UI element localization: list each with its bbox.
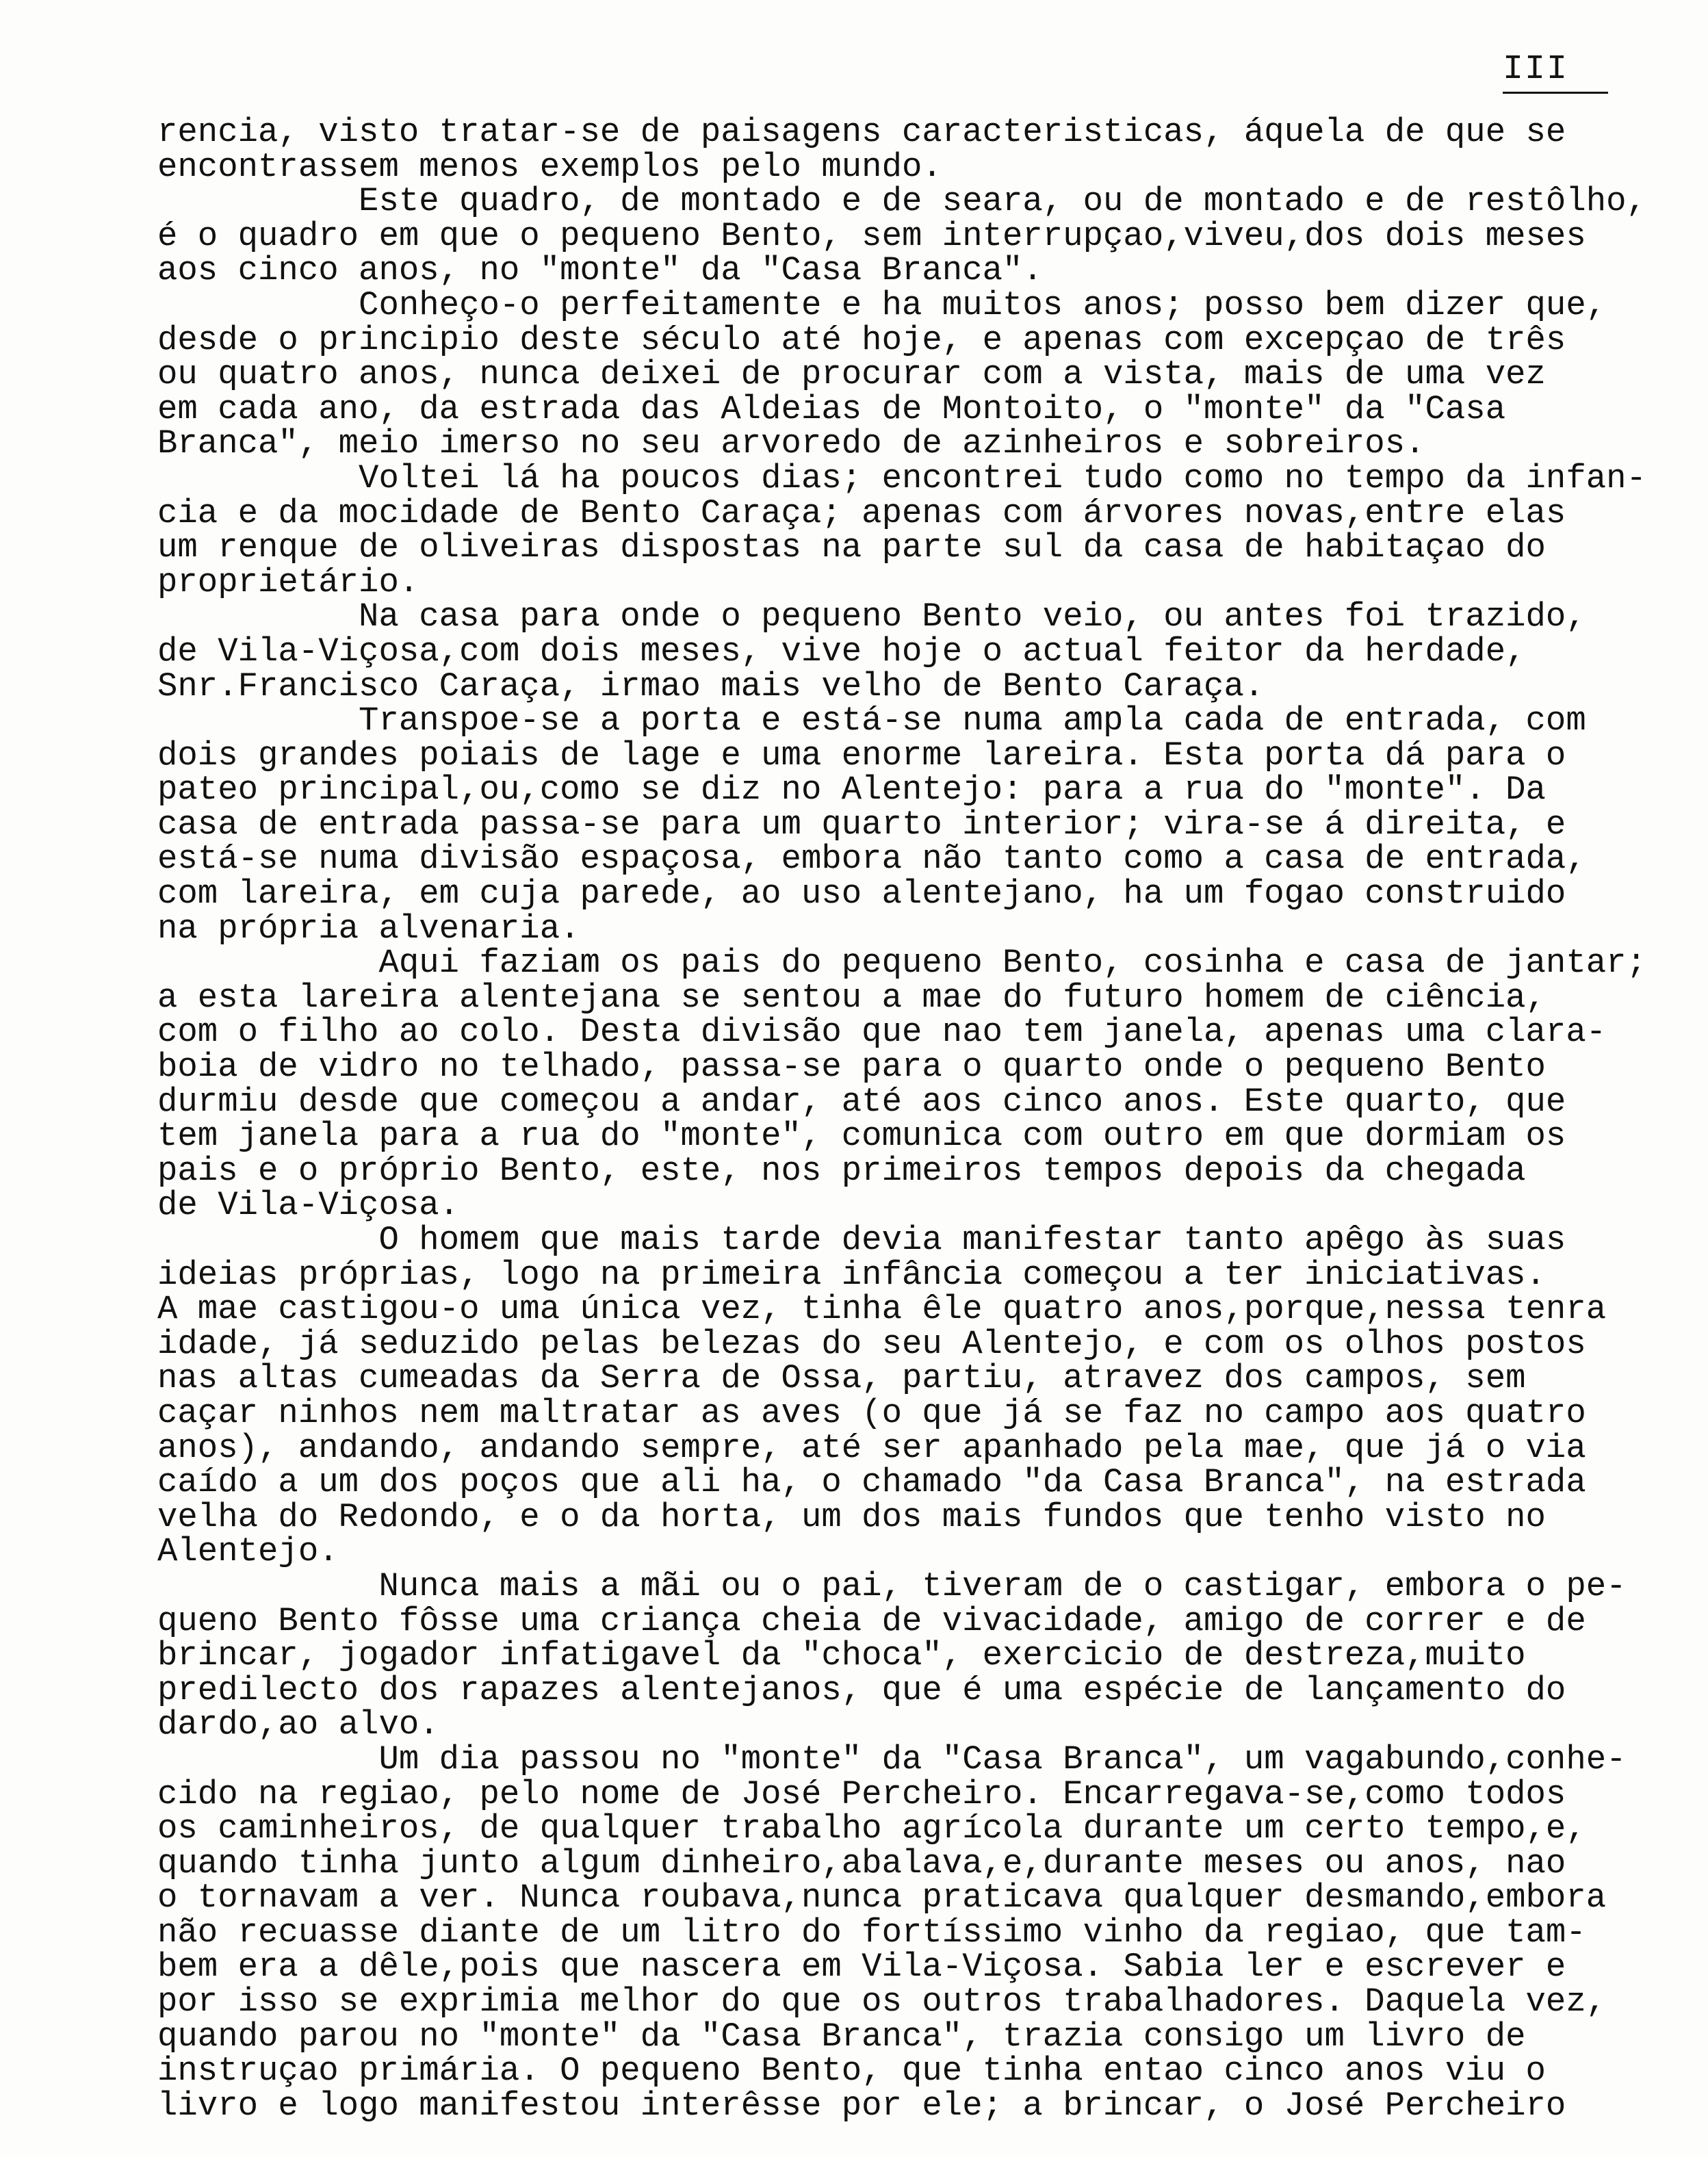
text-line: na própria alvenaria. — [157, 909, 580, 948]
text-line: por isso se exprimia melhor do que os outros trabalhadores. Daquela vez, — [157, 1982, 1607, 2022]
text-line: Este quadro, de montado e de seara, ou de montado e de restôlho, — [157, 182, 1646, 221]
text-line: velha do Redondo, e o da horta, um dos mais fundos que tenho visto no — [157, 1497, 1546, 1536]
text-line: nas altas cumeadas da Serra de Ossa, partiu, atravez dos campos, sem — [157, 1359, 1526, 1398]
text-line: Branca", meio imerso no seu arvoredo de azinheiros e sobreiros. — [157, 424, 1425, 463]
text-line: Na casa para onde o pequeno Bento veio, ou antes foi trazido, — [157, 597, 1586, 636]
text-line: é o quadro em que o pequeno Bento, sem interrupçao,viveu,dos dois meses — [157, 216, 1586, 255]
text-line: pateo principal,ou,como se diz no Alentejo: para a rua do "monte". Da — [157, 771, 1546, 810]
text-line: a esta lareira alentejana se sentou a mae do futuro homem de ciência, — [157, 978, 1546, 1017]
text-line: casa de entrada passa-se para um quarto interior; vira-se á direita, e — [157, 805, 1566, 844]
text-line: A mae castigou-o uma única vez, tinha êle quatro anos,porque,nessa tenra — [157, 1290, 1607, 1329]
text-line: proprietário. — [157, 563, 419, 602]
text-line: quando tinha junto algum dinheiro,abalava,e,durante meses ou anos, nao — [157, 1844, 1566, 1883]
text-line: Snr.Francisco Caraça, irmao mais velho de Bento Caraça. — [157, 667, 1265, 706]
page-number: III — [1503, 49, 1608, 94]
text-line: Aqui faziam os pais do pequeno Bento, cosinha e casa de jantar; — [157, 944, 1646, 983]
text-line: Um dia passou no "monte" da "Casa Branca", um vagabundo,conhe- — [157, 1740, 1627, 1779]
text-line: livro e logo manifestou interêsse por ele; a brincar, o José Percheiro — [157, 2086, 1566, 2125]
body-text — [157, 115, 1649, 2123]
text-line: não recuasse diante de um litro do fortíssimo vinho da regiao, que tam- — [157, 1913, 1586, 1952]
text-line: os caminheiros, de qualquer trabalho agrícola durante um certo tempo,e, — [157, 1809, 1586, 1848]
text-line: um renque de oliveiras dispostas na parte sul da casa de habitaçao do — [157, 528, 1546, 567]
text-line: tem janela para a rua do "monte", comunica com outro em que dormiam os — [157, 1117, 1566, 1156]
text-line: de Vila-Viçosa,com dois meses, vive hoje o actual feitor da herdade, — [157, 632, 1526, 671]
text-line: anos), andando, andando sempre, até ser apanhado pela mae, que já o via — [157, 1428, 1586, 1467]
text-line: rencia, visto tratar-se de paisagens caracteristicas, áquela de que se — [157, 113, 1566, 151]
text-line: em cada ano, da estrada das Aldeias de Montoito, o "monte" da "Casa — [157, 389, 1506, 428]
text-line: cia e da mocidade de Bento Caraça; apenas com árvores novas,entre elas — [157, 493, 1566, 532]
text-line: instruçao primária. O pequeno Bento, que tinha entao cinco anos viu o — [157, 2052, 1546, 2091]
text-line: queno Bento fôsse uma criança cheia de vivacidade, amigo de correr e de — [157, 1601, 1586, 1640]
text-line: Transpoe-se a porta e está-se numa ampla cada de entrada, com — [157, 701, 1586, 740]
text-line: durmiu desde que começou a andar, até aos cinco anos. Este quarto, que — [157, 1082, 1566, 1121]
text-line: caído a um dos poços que ali ha, o chamado "da Casa Branca", na estrada — [157, 1463, 1586, 1502]
text-line: de Vila-Viçosa. — [157, 1186, 460, 1225]
text-line: cido na regiao, pelo nome de José Percheiro. Encarregava-se,como todos — [157, 1774, 1566, 1813]
text-line: caçar ninhos nem maltratar as aves (o que já se faz no campo aos quatro — [157, 1393, 1586, 1432]
text-line: Nunca mais a mãi ou o pai, tiveram de o castigar, embora o pe- — [157, 1566, 1627, 1605]
text-line: o tornavam a ver. Nunca roubava,nunca praticava qualquer desmando,embora — [157, 1878, 1607, 1917]
text-line: desde o principio deste século até hoje, e apenas com excepçao de três — [157, 320, 1566, 359]
text-line: está-se numa divisão espaçosa, embora não tanto como a casa de entrada, — [157, 840, 1586, 879]
text-line: com lareira, em cuja parede, ao uso alentejano, ha um fogao construido — [157, 875, 1566, 914]
text-line: Conheço-o perfeitamente e ha muitos anos; posso bem dizer que, — [157, 285, 1607, 324]
text-line: aos cinco anos, no "monte" da "Casa Branca". — [157, 251, 1043, 290]
text-line: Alentejo. — [157, 1532, 339, 1571]
text-line: com o filho ao colo. Desta divisão que nao tem janela, apenas uma clara- — [157, 1013, 1607, 1052]
text-line: ideias próprias, logo na primeira infância começou a ter iniciativas. — [157, 1255, 1546, 1294]
text-line: ou quatro anos, nunca deixei de procurar com a vista, mais de uma vez — [157, 355, 1546, 394]
text-line: brincar, jogador infatigavel da "choca", exercicio de destreza,muito — [157, 1636, 1526, 1675]
text-line: O homem que mais tarde devia manifestar tanto apêgo às suas — [157, 1221, 1566, 1259]
text-line: boia de vidro no telhado, passa-se para o quarto onde o pequeno Bento — [157, 1048, 1546, 1087]
text-line: idade, já seduzido pelas belezas do seu Alentejo, e com os olhos postos — [157, 1324, 1586, 1363]
text-line: bem era a dêle,pois que nascera em Vila-Viçosa. Sabia ler e escrever e — [157, 1948, 1566, 1987]
text-line: Voltei lá ha poucos dias; encontrei tudo como no tempo da infan- — [157, 458, 1646, 498]
text-line: encontrassem menos exemplos pelo mundo. — [157, 147, 942, 186]
text-line: dardo,ao alvo. — [157, 1705, 439, 1744]
text-line: predilecto dos rapazes alentejanos, que é uma espécie de lançamento do — [157, 1670, 1566, 1709]
text-line: pais e o próprio Bento, este, nos primeiros tempos depois da chegada — [157, 1151, 1526, 1190]
text-line: dois grandes poiais de lage e uma enorme lareira. Esta porta dá para o — [157, 736, 1566, 775]
text-line: quando parou no "monte" da "Casa Branca", trazia consigo um livro de — [157, 2017, 1526, 2056]
